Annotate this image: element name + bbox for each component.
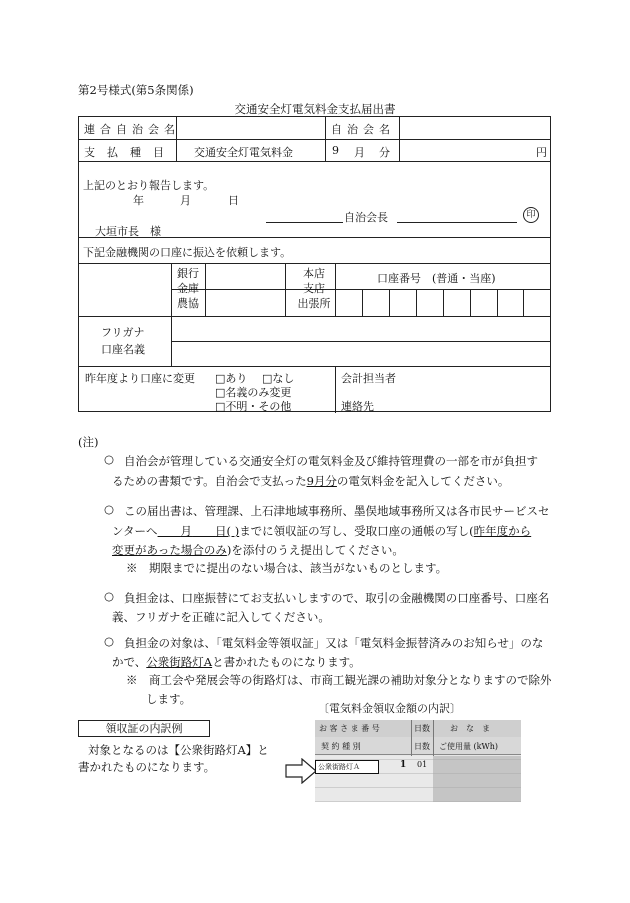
- branch-type-office: 出張所: [297, 297, 331, 310]
- receipt-caption: 〔電気料金領収金額の内訳〕: [318, 702, 461, 715]
- bank-name-field[interactable]: [79, 265, 169, 314]
- deadline-weekday: ( ): [226, 524, 240, 538]
- receipt-target-label: 公衆街路灯Ａ: [315, 760, 379, 774]
- receipt-target-days: 01: [417, 760, 428, 769]
- association-name-label: 連合自治会名: [84, 123, 180, 136]
- pointer-arrow-icon: [284, 758, 318, 784]
- bank-type-shinkin: 金庫: [177, 282, 199, 295]
- note-bullet-1: ○: [104, 452, 115, 466]
- notes-heading: (注): [78, 435, 99, 449]
- account-holder-label: 口座名義: [101, 343, 145, 356]
- account-holder-field[interactable]: [173, 343, 548, 364]
- deadline-date: [158, 524, 240, 538]
- receipt-header-period: 日数: [414, 742, 430, 751]
- furigana-label: フリガナ: [101, 326, 145, 339]
- note4-line2: [112, 652, 361, 672]
- receipt-target-value: 1: [400, 760, 407, 770]
- branch-type-branch: 支店: [303, 282, 325, 295]
- branch-name-field[interactable]: [207, 265, 283, 314]
- note4-remark-line1: ※ 商工会や発展会等の街路灯は、市商工観光課の補助対象分となりますので除外: [126, 673, 552, 687]
- note2-line2: [112, 521, 531, 541]
- branch-type-main: 本店: [303, 267, 325, 280]
- association-name-field[interactable]: [179, 119, 322, 137]
- option-name-only-checkbox[interactable]: □名義のみ変更: [215, 386, 292, 399]
- note1-line2: [112, 471, 509, 491]
- option-unknown-checkbox[interactable]: □不明・その他: [215, 400, 292, 413]
- report-text: 上記のとおり報告します。: [83, 179, 215, 192]
- note4-line1: 負担金の対象は、「電気料金等領収証」又は「電気料金振替済みのお知らせ」のな: [124, 636, 544, 650]
- payment-item-label: 支払種目: [84, 146, 176, 159]
- jichikai-name-label: 自治会名: [331, 123, 395, 136]
- fraction-label: 分: [379, 146, 390, 159]
- option-yes-checkbox[interactable]: □あり: [215, 372, 248, 385]
- note3-line2: 義、フリガナを正確に記入してください。: [112, 610, 330, 624]
- receipt-header-name: お な ま: [450, 724, 490, 733]
- month-number: 9: [332, 144, 339, 157]
- receipt-example-label: 領収証の内訳例: [78, 720, 210, 737]
- chief-label: 自治会長: [344, 211, 388, 224]
- mayor-address: 大垣市長 様: [95, 225, 161, 238]
- receipt-header-days: 日数: [414, 724, 430, 733]
- jichikai-name-field[interactable]: [402, 119, 547, 137]
- date-day: 日: [228, 194, 239, 207]
- form-number: 第2号様式(第5条関係): [78, 83, 194, 97]
- date-year: 年: [133, 194, 144, 207]
- note2-text-post: )を添付のうえ提出してください。: [226, 543, 404, 557]
- application-table: [78, 116, 551, 412]
- option-no-checkbox[interactable]: □なし: [262, 372, 295, 385]
- note2-line3: [112, 540, 404, 560]
- amount-field[interactable]: [402, 141, 532, 159]
- note4-target-underline: 公衆街路灯A: [146, 655, 213, 669]
- yen-unit: 円: [536, 146, 547, 159]
- receipt-desc-line2: 書かれたものになります。: [78, 760, 216, 774]
- deadline-day: 日: [215, 524, 227, 538]
- note1-text-pre: るための書類です。自治会で支払った: [112, 474, 307, 488]
- furigana-field[interactable]: [173, 318, 548, 339]
- note2-condition-underline-2: 変更があった場合のみ: [112, 543, 227, 557]
- note4-text-post: と書かれたものになります。: [212, 655, 361, 669]
- bank-type-bank: 銀行: [177, 267, 199, 280]
- accounting-person-label: 会計担当者: [341, 372, 396, 385]
- receipt-image: [315, 720, 521, 802]
- date-month: 月: [180, 194, 191, 207]
- note2-condition-underline: 昨年度から: [473, 524, 532, 538]
- contact-label: 連絡先: [341, 400, 374, 413]
- account-number-header: 口座番号 (普通・当座): [377, 272, 496, 285]
- receipt-header-usage: ご使用量 (kWh): [439, 742, 499, 751]
- receipt-desc-line1: 対象となるのは【公衆街路灯A】と: [88, 743, 269, 757]
- note4-text-pre: かで、: [112, 655, 147, 669]
- payment-item-value: 交通安全灯電気料金: [194, 146, 293, 159]
- bank-type-nokyo: 農協: [177, 297, 199, 310]
- note-bullet-2: ○: [104, 502, 115, 516]
- receipt-header-contract: 契 約 種 別: [321, 742, 361, 751]
- note3-line1: 負担金は、口座振替にてお支払いしますので、取引の金融機関の口座番号、口座名: [124, 591, 550, 605]
- page-title: 交通安全灯電気料金支払届出書: [234, 102, 396, 116]
- bank-type-list: [177, 266, 199, 311]
- transfer-request: 下記金融機関の口座に振込を依頼します。: [83, 246, 292, 259]
- note2-line1: この届出書は、管理課、上石津地域事務所、墨俣地域事務所又は各市民サービスセ: [124, 504, 550, 518]
- branch-type-list: [293, 266, 335, 311]
- seal-mark: 印: [523, 207, 539, 223]
- account-change-label: 昨年度より口座に変更: [85, 372, 195, 385]
- deadline-month: 月: [180, 524, 193, 538]
- note1-text-post: の電気料金を記入してください。: [336, 474, 510, 488]
- note-bullet-3: ○: [104, 589, 115, 603]
- note2-text-pre: ンターへ: [112, 524, 158, 538]
- note2-text-mid: までに領収証の写し、受取口座の通帳の写し(: [239, 524, 474, 538]
- note2-remark: ※ 期限までに提出のない場合は、該当がないものとします。: [126, 561, 448, 575]
- month-label: 月: [354, 146, 365, 159]
- note1-line1: 自治会が管理している交通安全灯の電気料金及び維持管理費の一部を市が負担す: [124, 454, 538, 468]
- receipt-header-customer: お 客 さ ま 番 号: [319, 724, 380, 733]
- note-bullet-4: ○: [104, 634, 115, 648]
- note1-month-underline: 9月分: [306, 474, 337, 488]
- note4-remark-line2: します。: [146, 692, 192, 706]
